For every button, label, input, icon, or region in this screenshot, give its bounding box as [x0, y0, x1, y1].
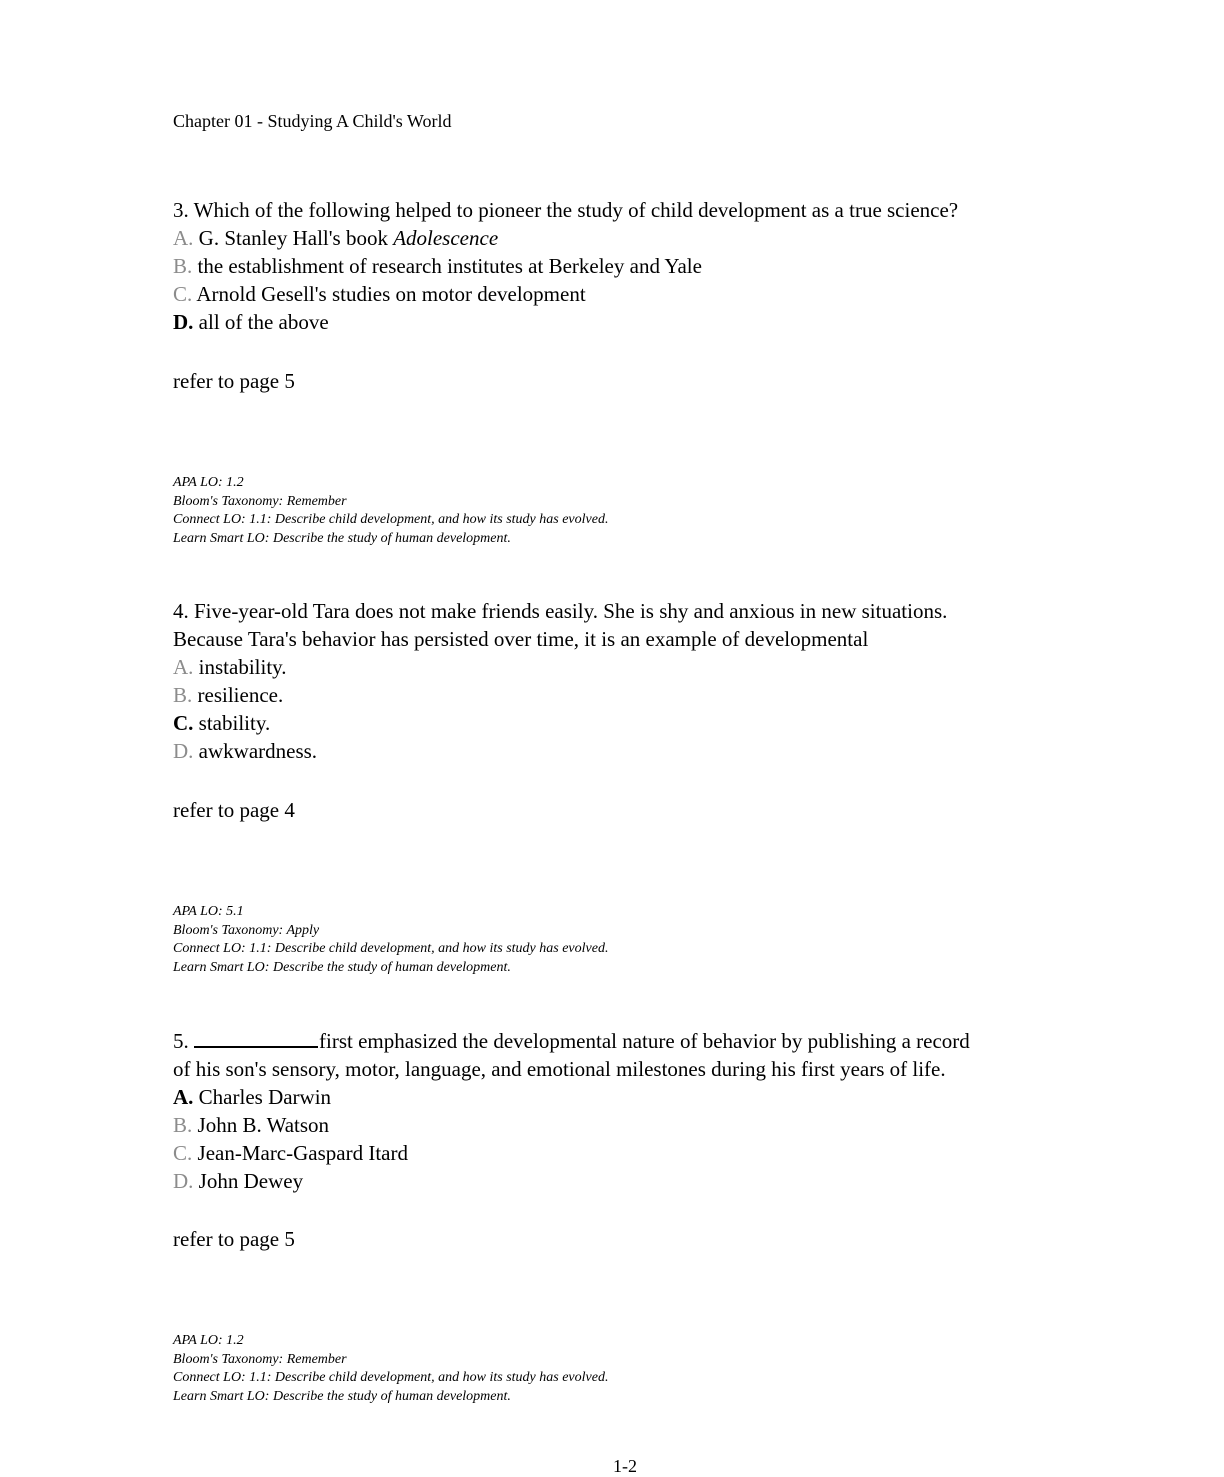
option-d [173, 737, 1073, 765]
option-c [173, 709, 1073, 737]
option-letter-correct: A. [173, 1085, 194, 1109]
connect-lo: Connect LO: 1.1: Describe child development, and how its study has evolved. [173, 512, 609, 527]
option-text: awkwardness. [198, 739, 318, 763]
option-b [173, 681, 1073, 709]
option-text: Charles Darwin [198, 1085, 332, 1109]
question-5 [173, 1027, 1073, 1195]
blooms-taxonomy: Bloom's Taxonomy: Remember [173, 493, 347, 509]
question-metadata [173, 903, 608, 977]
option-letter: B. [173, 254, 193, 278]
option-c [173, 1139, 1073, 1167]
fill-in-blank [194, 1028, 318, 1048]
option-letter: A. [173, 226, 194, 250]
option-letter-correct: C. [173, 711, 194, 735]
option-text: John Dewey [198, 1169, 304, 1193]
option-text: the establishment of research institutes at Berkeley and Yale [197, 254, 702, 278]
learnsmart-lo: Learn Smart LO: Describe the study of human development. [173, 959, 511, 975]
option-letter-correct: D. [173, 310, 194, 334]
option-text: instability. [198, 655, 287, 679]
option-letter: B. [173, 683, 193, 707]
page-reference: refer to page 4 [173, 798, 295, 822]
option-letter: A. [173, 655, 194, 679]
option-text: G. Stanley Hall's book [198, 226, 394, 250]
apa-lo: APA LO: 5.1 [173, 904, 244, 919]
option-d [173, 1167, 1073, 1195]
option-a [173, 224, 1073, 252]
page-reference: refer to page 5 [173, 369, 295, 393]
question-metadata [173, 474, 608, 548]
question-stem: 4. Five-year-old Tara does not make friends easily. She is shy and anxious in new situations. [173, 599, 948, 623]
question-number: 5. [173, 1029, 189, 1053]
option-text: Jean-Marc-Gaspard Itard [197, 1141, 408, 1165]
question-stem: of his son's sensory, motor, language, and emotional milestones during his first years of life. [173, 1057, 946, 1081]
question-stem [173, 1027, 1073, 1055]
option-letter: B. [173, 1113, 193, 1137]
option-letter: C. [173, 282, 193, 306]
question-stem: Because Tara's behavior has persisted over time, it is an example of developmental [173, 627, 869, 651]
option-text: John B. Watson [197, 1113, 330, 1137]
apa-lo: APA LO: 1.2 [173, 475, 244, 490]
page-header: Chapter 01 - Studying A Child's World [173, 111, 452, 131]
option-b [173, 252, 1073, 280]
option-a [173, 1083, 1073, 1111]
question-metadata [173, 1332, 608, 1406]
apa-lo: APA LO: 1.2 [173, 1333, 244, 1348]
option-b [173, 1111, 1073, 1139]
option-text: all of the above [198, 310, 329, 334]
option-letter: D. [173, 739, 194, 763]
option-letter: C. [173, 1141, 193, 1165]
option-text: resilience. [197, 683, 284, 707]
option-a [173, 653, 1073, 681]
blooms-taxonomy: Bloom's Taxonomy: Apply [173, 922, 320, 938]
option-d [173, 308, 1073, 336]
learnsmart-lo: Learn Smart LO: Describe the study of human development. [173, 530, 511, 546]
page-number: 1-2 [613, 1456, 637, 1476]
option-letter: D. [173, 1169, 194, 1193]
learnsmart-lo: Learn Smart LO: Describe the study of human development. [173, 1388, 511, 1404]
option-text: stability. [198, 711, 271, 735]
question-4 [173, 597, 1073, 765]
connect-lo: Connect LO: 1.1: Describe child development, and how its study has evolved. [173, 941, 609, 956]
option-text: Arnold Gesell's studies on motor development [196, 282, 586, 306]
blooms-taxonomy: Bloom's Taxonomy: Remember [173, 1351, 347, 1367]
connect-lo: Connect LO: 1.1: Describe child development, and how its study has evolved. [173, 1370, 609, 1385]
option-c [173, 280, 1073, 308]
book-title: Adolescence [393, 226, 499, 250]
question-stem: 3. Which of the following helped to pioneer the study of child development as a true science? [173, 198, 959, 222]
page-reference: refer to page 5 [173, 1227, 295, 1251]
question-stem-text: first emphasized the developmental nature of behavior by publishing a record [319, 1029, 970, 1053]
question-3 [173, 196, 1073, 336]
